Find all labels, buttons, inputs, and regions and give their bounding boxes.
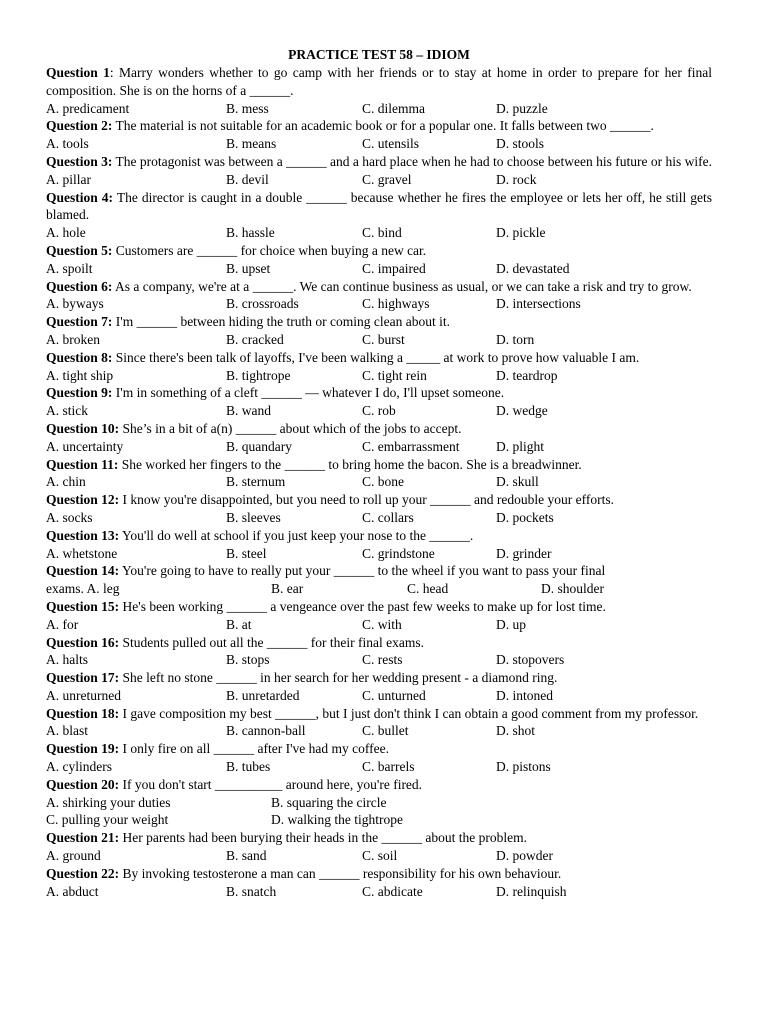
question-text: The material is not suitable for an academic book or for a popular one. It falls between two ______. (112, 118, 654, 134)
option-row (46, 811, 712, 829)
answer-option[interactable]: D. grinder (496, 545, 552, 561)
answer-option[interactable]: A. pillar (46, 171, 91, 187)
answer-option[interactable]: C. bind (362, 225, 402, 241)
answer-option[interactable]: A. chin (46, 474, 86, 490)
answer-option[interactable]: C. rests (362, 652, 403, 668)
answer-option[interactable]: B. tightrope (226, 367, 291, 383)
answer-option[interactable]: A. uncertainty (46, 438, 124, 454)
answer-option[interactable]: B. at (226, 616, 252, 632)
question-text: Since there's been talk of layoffs, I've been walking a _____ at work to prove how valuable I am. (112, 349, 640, 365)
answer-option[interactable]: A. tight ship (46, 367, 114, 383)
option-row (46, 331, 712, 349)
answer-option[interactable]: C. tight rein (362, 367, 427, 383)
answer-option[interactable]: A. shirking your duties (46, 794, 171, 810)
option-row (46, 722, 712, 740)
question-text: He's been working ______ a vengeance over the past few weeks to make up for lost time. (119, 598, 606, 614)
question-label: Question 21: (46, 830, 120, 846)
question-text: I gave composition my best ______, but I just don't think I can obtain a good comment from my professor. (119, 705, 699, 721)
question-label: Question 15: (46, 598, 120, 614)
answer-option[interactable]: D. walking the tightrope (271, 812, 403, 828)
answer-option[interactable]: D. skull (496, 474, 539, 490)
answer-option[interactable]: C. unturned (362, 687, 426, 703)
question-label: Question 11: (46, 456, 119, 472)
question-block (46, 527, 712, 563)
option-row (46, 580, 712, 598)
option-row (46, 473, 712, 491)
question-label: Question 8: (46, 349, 113, 365)
question-separator: : (109, 65, 114, 80)
question-label: Question 7: (46, 314, 113, 330)
worksheet-page (46, 46, 712, 900)
question-text: She worked her fingers to the ______ to bring home the bacon. She is a breadwinner. (118, 456, 582, 472)
question-label: Question 1 (46, 65, 110, 80)
answer-option[interactable]: C. rob (362, 403, 396, 419)
answer-option[interactable]: D. wedge (496, 403, 548, 419)
option-row (46, 295, 712, 313)
question-stem (46, 313, 712, 331)
answer-option[interactable]: C. barrels (362, 759, 415, 775)
answer-option[interactable]: A. spoilt (46, 260, 93, 276)
answer-option[interactable]: B. sternum (226, 474, 286, 490)
answer-option[interactable]: A. ground (46, 848, 101, 864)
question-text: If you don't start __________ around here, you're fired. (119, 776, 423, 792)
question-text: I only fire on all ______ after I've had my coffee. (119, 741, 389, 757)
answer-option[interactable]: D. puzzle (496, 100, 548, 116)
answer-option[interactable]: A. halts (46, 652, 88, 668)
answer-option[interactable]: C. with (362, 616, 402, 632)
option-row (46, 260, 712, 278)
question-stem (46, 278, 712, 296)
answer-option[interactable]: exams. A. leg (46, 581, 120, 597)
answer-option[interactable]: D. up (496, 616, 526, 632)
question-label: Question 16: (46, 634, 120, 650)
answer-option[interactable]: B. steel (226, 545, 267, 561)
question-block (46, 829, 712, 865)
option-row (46, 402, 712, 420)
answer-option[interactable]: B. upset (226, 260, 271, 276)
answer-option[interactable]: D. torn (496, 331, 535, 347)
answer-option[interactable]: A. blast (46, 723, 88, 739)
answer-option[interactable]: C. utensils (362, 136, 420, 152)
answer-option[interactable]: D. powder (496, 848, 553, 864)
question-stem (46, 420, 712, 438)
question-stem (46, 669, 712, 687)
question-list (46, 64, 712, 900)
answer-option[interactable]: A. for (46, 616, 79, 632)
question-block (46, 705, 712, 741)
answer-option[interactable]: B. means (226, 136, 277, 152)
question-label: Question 14: (46, 563, 120, 579)
answer-option[interactable]: C. grindstone (362, 545, 435, 561)
answer-option[interactable]: D. shoulder (541, 581, 604, 597)
question-label: Question 19: (46, 741, 120, 757)
question-label: Question 9: (46, 385, 113, 401)
question-label: Question 3: (46, 153, 113, 169)
question-text: You're going to have to really put your ______ to the wheel if you want to pass your final (119, 563, 606, 579)
answer-option[interactable]: C. soil (362, 848, 398, 864)
answer-option[interactable]: A. socks (46, 509, 93, 525)
answer-option[interactable]: D. pistons (496, 759, 551, 775)
answer-option[interactable]: C. collars (362, 509, 414, 525)
answer-option[interactable]: B. wand (226, 403, 271, 419)
question-block (46, 669, 712, 705)
question-stem (46, 117, 712, 135)
answer-option[interactable]: C. bone (362, 474, 404, 490)
answer-option[interactable]: D. stopovers (496, 652, 565, 668)
answer-option[interactable]: D. stools (496, 136, 545, 152)
question-block (46, 776, 712, 829)
answer-option[interactable]: D. pickle (496, 225, 546, 241)
question-stem (46, 153, 712, 171)
question-text: I know you're disappointed, but you need to roll up your ______ and redouble your efforts. (119, 492, 614, 508)
question-stem (46, 634, 712, 652)
option-row (46, 616, 712, 634)
question-stem (46, 189, 712, 225)
question-label: Question 5: (46, 242, 113, 258)
question-block (46, 117, 712, 153)
question-stem (46, 64, 712, 100)
question-stem (46, 491, 712, 509)
question-block (46, 491, 712, 527)
question-block (46, 242, 712, 278)
question-label: Question 22: (46, 865, 120, 881)
question-block (46, 313, 712, 349)
question-text: Her parents had been burying their heads in the ______ about the problem. (119, 830, 528, 846)
answer-option[interactable]: A. cylinders (46, 759, 112, 775)
question-block (46, 189, 712, 242)
answer-option[interactable]: C. abdicate (362, 883, 423, 899)
answer-option[interactable]: D. rock (496, 171, 537, 187)
answer-option[interactable]: C. bullet (362, 723, 409, 739)
question-block (46, 384, 712, 420)
question-block (46, 598, 712, 634)
answer-option[interactable]: A. unreturned (46, 687, 121, 703)
answer-option[interactable]: D. plight (496, 438, 545, 454)
answer-option[interactable]: A. tools (46, 136, 89, 152)
option-row (46, 847, 712, 865)
question-label: Question 12: (46, 492, 120, 508)
question-block (46, 420, 712, 456)
answer-option[interactable]: C. embarrassment (362, 438, 460, 454)
answer-option[interactable]: B. mess (226, 100, 269, 116)
option-row (46, 794, 712, 812)
question-text: She left no stone ______ in her search for her wedding present - a diamond ring. (119, 670, 558, 686)
option-row (46, 545, 712, 563)
question-stem (46, 349, 712, 367)
option-row (46, 171, 712, 189)
answer-option[interactable]: C. gravel (362, 171, 412, 187)
answer-option[interactable]: A. hole (46, 225, 86, 241)
question-label: Question 20: (46, 776, 120, 792)
answer-option[interactable]: B. stops (226, 652, 270, 668)
answer-option[interactable]: C. burst (362, 331, 405, 347)
option-row (46, 509, 712, 527)
question-stem (46, 242, 712, 260)
answer-option[interactable]: B. cracked (226, 331, 284, 347)
question-label: Question 6: (46, 278, 113, 294)
question-block (46, 634, 712, 670)
answer-option[interactable]: B. unretarded (226, 687, 300, 703)
answer-option[interactable]: B. quandary (226, 438, 292, 454)
answer-option[interactable]: B. ear (271, 581, 304, 597)
option-row (46, 687, 712, 705)
question-stem (46, 527, 712, 545)
answer-option[interactable]: A. whetstone (46, 545, 118, 561)
question-stem (46, 456, 712, 474)
question-text: Customers are ______ for choice when buying a new car. (112, 242, 427, 258)
answer-option[interactable]: B. sand (226, 848, 267, 864)
answer-option[interactable]: B. tubes (226, 759, 271, 775)
question-stem (46, 705, 712, 723)
answer-option[interactable]: D. intoned (496, 687, 553, 703)
answer-option[interactable]: B. devil (226, 171, 269, 187)
option-row (46, 224, 712, 242)
question-block (46, 865, 712, 901)
question-text: The protagonist was between a ______ and a hard place when he had to choose between his future or his wife. (112, 153, 712, 169)
question-label: Question 2: (46, 118, 113, 134)
question-stem (46, 384, 712, 402)
page-title: PRACTICE TEST 58 – IDIOM (288, 47, 470, 62)
question-stem (46, 562, 712, 580)
option-row (46, 135, 712, 153)
answer-option[interactable]: D. relinquish (496, 883, 567, 899)
question-block (46, 278, 712, 314)
answer-option[interactable]: B. sleeves (226, 509, 281, 525)
question-block (46, 153, 712, 189)
option-row (46, 100, 712, 118)
answer-option[interactable]: A. stick (46, 403, 88, 419)
answer-option[interactable]: B. hassle (226, 225, 275, 241)
question-label: Question 18: (46, 705, 120, 721)
question-stem (46, 776, 712, 794)
answer-option[interactable]: B. cannon-ball (226, 723, 306, 739)
answer-option[interactable]: B. snatch (226, 883, 277, 899)
question-stem (46, 829, 712, 847)
answer-option[interactable]: A. broken (46, 331, 100, 347)
question-block (46, 740, 712, 776)
question-text: She’s in a bit of a(n) ______ about which of the jobs to accept. (119, 420, 462, 436)
question-stem (46, 740, 712, 758)
option-row (46, 758, 712, 776)
question-text: I'm ______ between hiding the truth or coming clean about it. (112, 314, 450, 330)
answer-option[interactable]: D. intersections (496, 296, 581, 312)
option-row (46, 438, 712, 456)
answer-option[interactable]: C. pulling your weight (46, 812, 169, 828)
option-row (46, 883, 712, 901)
question-label: Question 17: (46, 670, 120, 686)
question-text: The director is caught in a double ______ because whether he fires the employee or lets her off, he still gets blamed. (46, 189, 712, 223)
question-text: As a company, we're at a ______. We can continue business as usual, or we can take a risk and try to grow. (112, 278, 692, 294)
question-text: You'll do well at school if you just keep your nose to the ______. (119, 527, 474, 543)
answer-option[interactable]: D. shot (496, 723, 536, 739)
option-row (46, 367, 712, 385)
question-text: By invoking testosterone a man can ______ responsibility for his own behaviour. (119, 865, 562, 881)
answer-option[interactable]: C. dilemma (362, 100, 425, 116)
question-text: I'm in something of a cleft ______ — whatever I do, I'll upset someone. (112, 385, 505, 401)
answer-option[interactable]: A. byways (46, 296, 104, 312)
question-label: Question 13: (46, 527, 120, 543)
question-text: Marry wonders whether to go camp with her friends or to stay at home in order to prepare for her final composition. She is on the horns of a ______. (46, 65, 712, 98)
question-text: Students pulled out all the ______ for their final exams. (119, 634, 424, 650)
answer-option[interactable]: A. abduct (46, 883, 99, 899)
question-block (46, 64, 712, 117)
question-block (46, 562, 712, 598)
question-label: Question 4: (46, 189, 114, 205)
answer-option[interactable]: B. crossroads (226, 296, 299, 312)
question-stem (46, 865, 712, 883)
answer-option[interactable]: D. devastated (496, 260, 570, 276)
option-row (46, 651, 712, 669)
question-stem (46, 598, 712, 616)
answer-option[interactable]: A. predicament (46, 100, 130, 116)
answer-option[interactable]: D. teardrop (496, 367, 558, 383)
answer-option[interactable]: B. squaring the circle (271, 794, 387, 810)
answer-option[interactable]: C. head (407, 581, 449, 597)
question-block (46, 349, 712, 385)
answer-option[interactable]: C. highways (362, 296, 430, 312)
answer-option[interactable]: C. impaired (362, 260, 426, 276)
question-label: Question 10: (46, 420, 120, 436)
answer-option[interactable]: D. pockets (496, 509, 554, 525)
question-block (46, 456, 712, 492)
